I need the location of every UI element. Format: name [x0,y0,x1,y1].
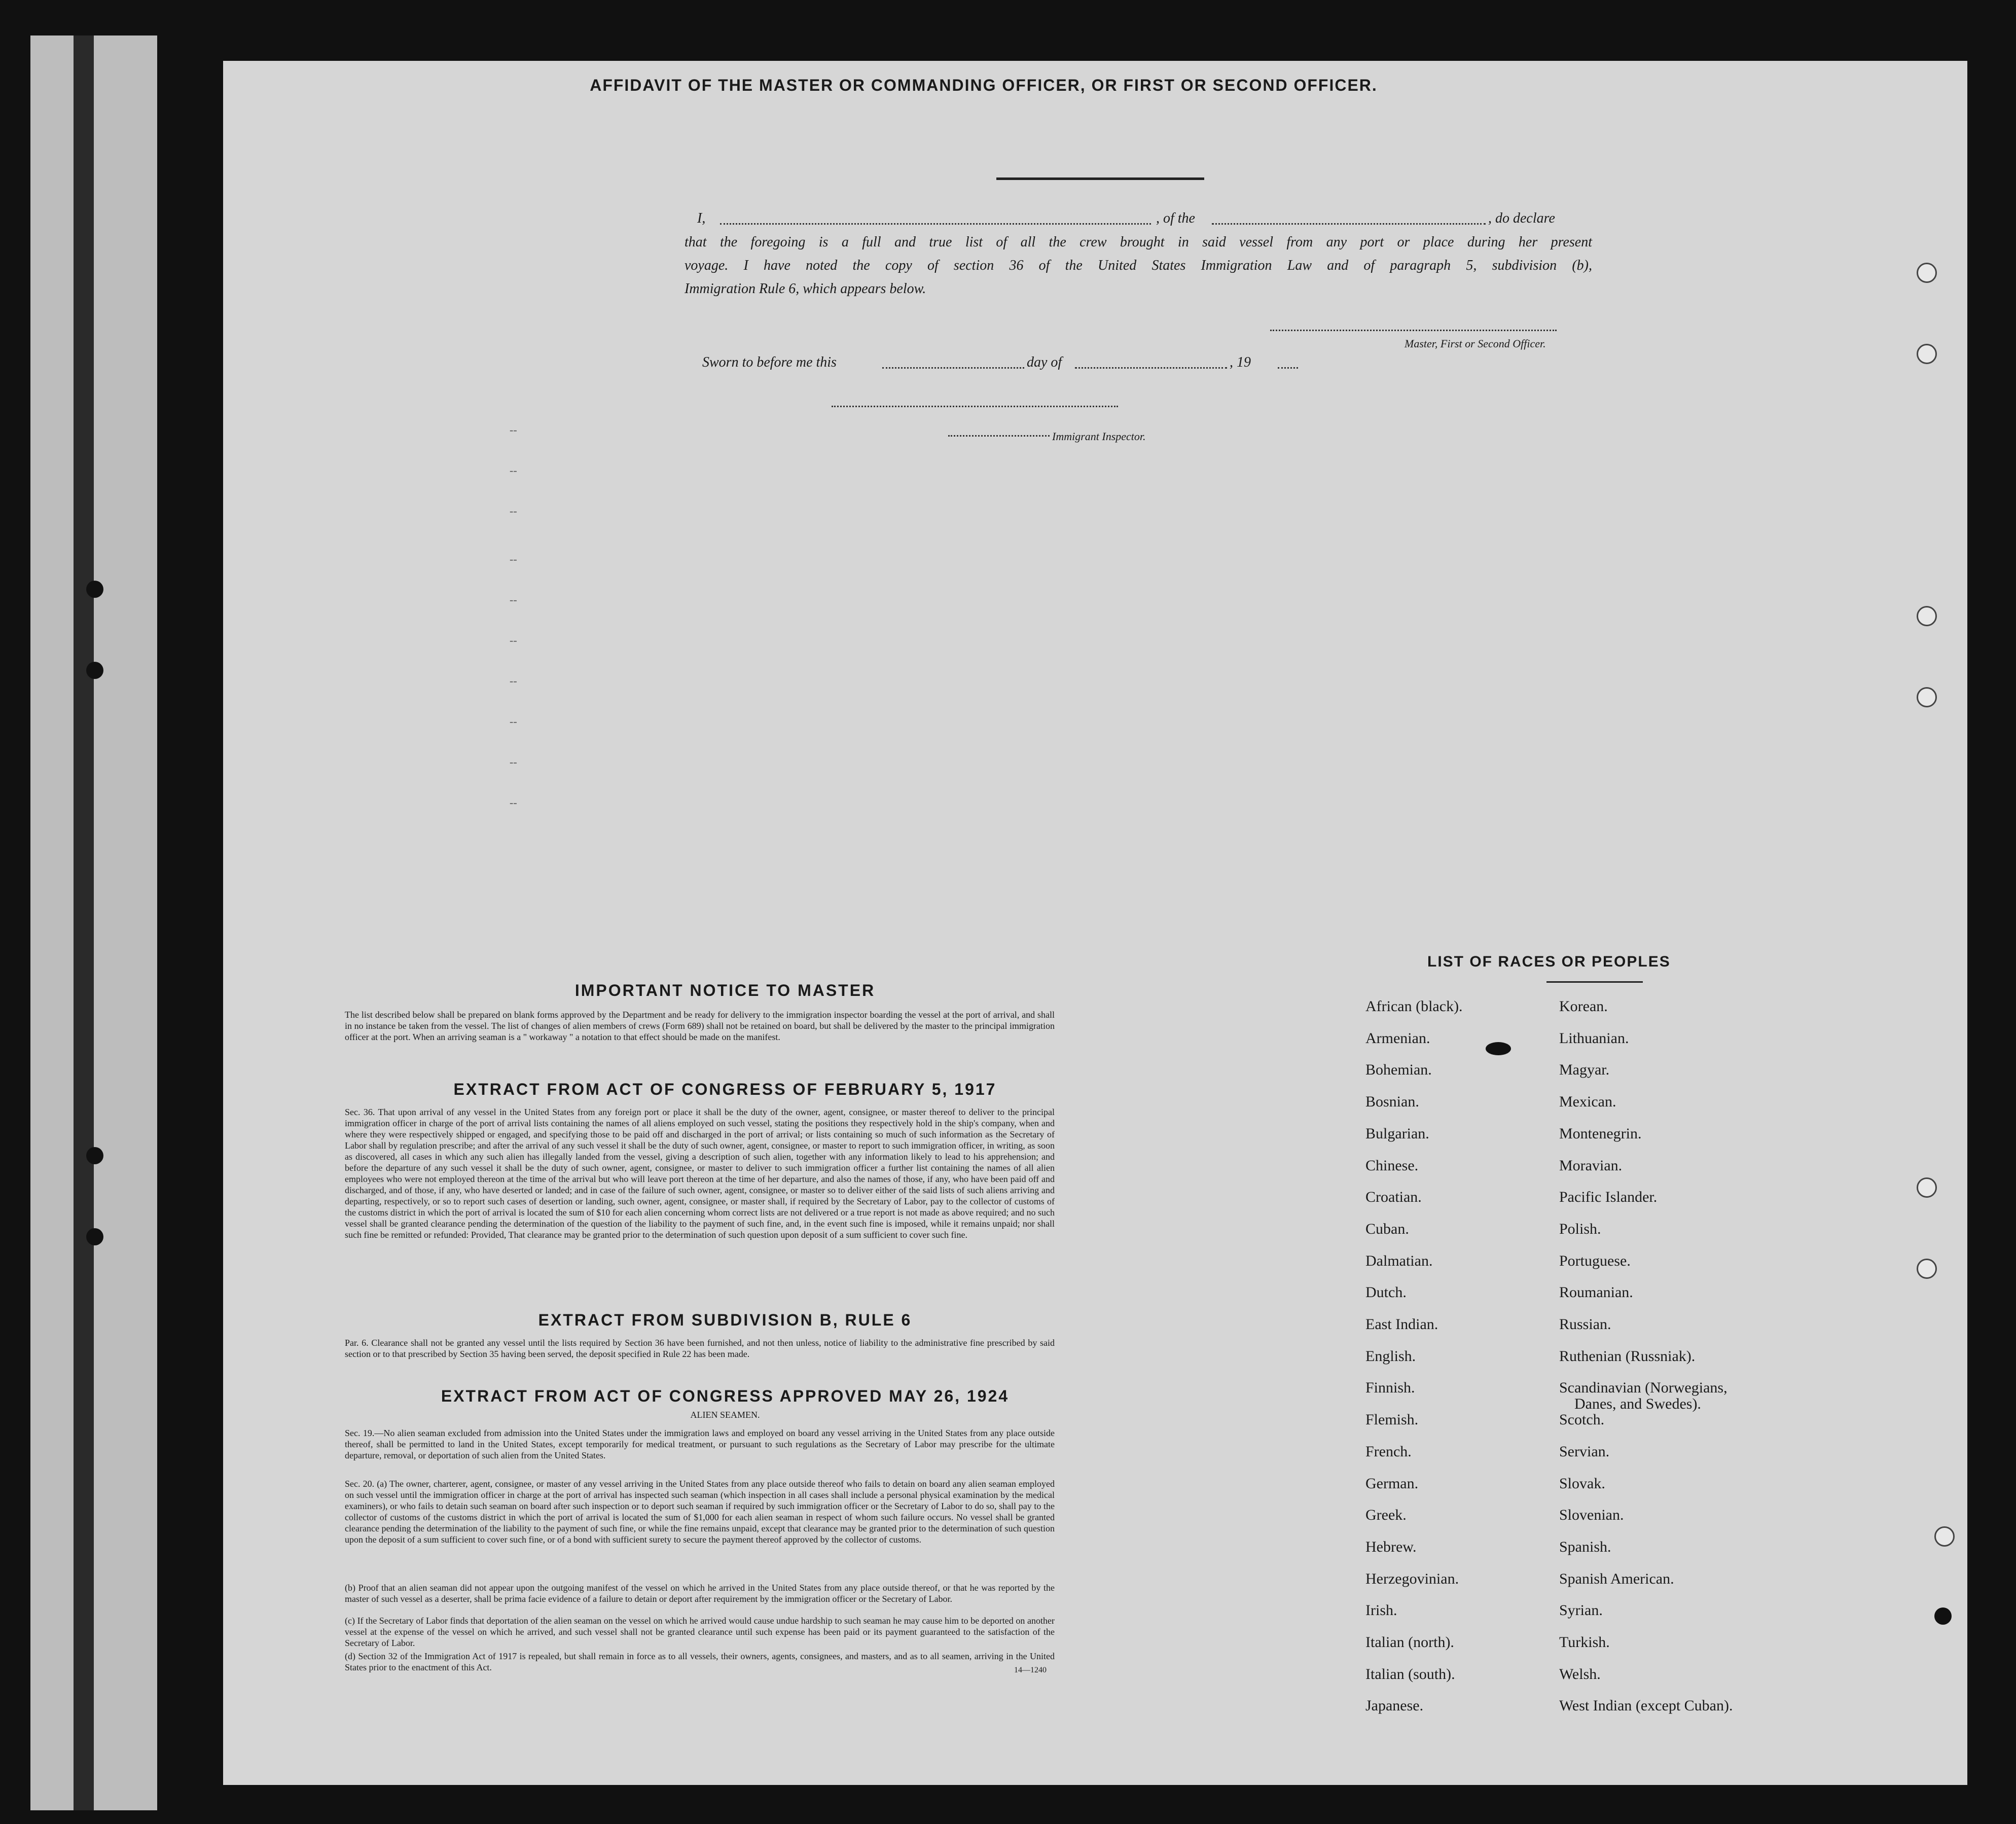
master-signature-line [1270,330,1557,331]
race-item: Korean. [1559,998,1608,1015]
sworn-a: Sworn to before me this [702,354,837,370]
race-item: Spanish. [1559,1538,1611,1555]
race-item: Roumanian. [1559,1284,1633,1301]
punch-hole [1934,1526,1955,1547]
races-title: LIST OF RACES OR PEOPLES [1427,953,1671,970]
binding-hole [86,1228,103,1245]
inspector-label: Immigrant Inspector. [1052,430,1146,443]
ink-blot [1486,1042,1511,1055]
affidavit-line1-c: , do declare [1488,210,1555,226]
race-item: Slovak. [1559,1475,1605,1492]
affidavit-title: AFFIDAVIT OF THE MASTER OR COMMANDING OFFICER, OR FIRST OR SECOND OFFICER. [590,76,1378,94]
sworn-c: , 19 [1230,354,1251,370]
binding-strip [74,35,94,1810]
race-item: Pacific Islander. [1559,1189,1658,1206]
extract-1924-sec20a: Sec. 20. (a) The owner, charterer, agent, consignee, or master of any vessel arriving in the United States from any place outside thereof who fails to detain on board any alien seaman employed on such vessel until the immigration officer in charge at the port of arrival has inspected such seaman (which inspection in all cases shall include a personal physical examination by the medical examiners), or who fails to detain such seaman on board after such inspection or to deport such seaman if required by such immigration officer or the Secretary of Labor to do so, shall pay to the collector of customs of the customs district in which the port of arrival is located the sum of $1,000 for each alien seaman in respect of whom such failure occurs. No vessel shall be granted clearance pending the determination of the liability to the payment of such fine, or while the fine remains unpaid, except that clearance may be granted prior to the determination of such question upon the deposit of a sum sufficient to cover such fine, or of a bond with sufficient surety to secure the payment thereof approved by the collector of customs. [345,1479,1055,1545]
sworn-b: day of [1027,354,1062,370]
race-item: Syrian. [1559,1602,1603,1619]
race-item: Herzegovinian. [1365,1570,1459,1587]
extract-1924-sec20c: (c) If the Secretary of Labor finds that deportation of the alien seaman on the vessel on which he arrived would cause undue hardship to such seaman he may cause him to be deported on another vessel at the expense of the vessel on which he arrived, and such vessel shall not be granted clearance until such expense has been paid or its payment guaranteed to the satisfaction of the Secretary of Labor. [345,1616,1055,1648]
race-item: Dutch. [1365,1284,1407,1301]
race-item: Lithuanian. [1559,1029,1629,1047]
race-item: Greek. [1365,1507,1407,1524]
race-item: Spanish American. [1559,1570,1674,1587]
form-number: 14—1240 [1014,1666,1047,1674]
extract-1924-sec20d: (d) Section 32 of the Immigration Act of 1917 is repealed, but shall remain in force as to all vessels, their owners, agents, consignees, and masters, and as to all seamen, arriving in the United States prior to the enactment of this Act. [345,1651,1055,1672]
vessel-blank [1212,223,1486,225]
affidavit-line2: that the foregoing is a full and true list of all the crew brought in said vessel from any port or place during her present [685,234,1592,250]
binding-edge [30,35,157,1810]
inspector-name-line [948,435,1050,437]
race-item: Hebrew. [1365,1538,1417,1555]
race-item: Bulgarian. [1365,1125,1429,1142]
day-blank [882,367,1024,369]
master-label: Master, First or Second Officer. [1405,337,1546,350]
extract-1924-subtitle: ALIEN SEAMEN. [690,1410,760,1420]
race-item: Montenegrin. [1559,1125,1642,1142]
race-item: Dalmatian. [1365,1252,1433,1269]
race-item: Welsh. [1559,1665,1601,1683]
punch-hole [1917,1177,1937,1198]
race-item: Irish. [1365,1602,1397,1619]
month-blank [1075,367,1227,369]
extract-1917-text: Sec. 36. That upon arrival of any vessel in the United States from any foreign port or place it shall be the duty of the owner, agent, consignee, or master thereof to deliver to the principal immigration officer in charge of the port of arrival lists containing the names of all aliens employed on such vessel, stating the positions they respectively hold in the ship's company, when and where they were respectively shipped or engaged, and specifying those to be paid off and discharged in the port of arrival; or lists containing so much of such information as the Secretary of Labor shall by regulation prescribe; and after the arrival of any such vessel it shall be the duty of such owner, agent, consignee, or master to report to such immigration officer, in writing, as soon as discovered, all cases in which any such alien has illegally landed from the vessel, giving a description of such alien, together with any information likely to lead to his apprehension; and before the departure of any such vessel it shall be the duty of such owner, agent, consignee, or master to deliver to such immigration officer a further list containing the names of all alien employees who were not employed thereon at the time of the arrival but who will leave port thereon at the time of her departure, and also the names of those, if any, who have been paid off and discharged, and of those, if any, who have deserted or landed; and in case of the failure of such owner, agent, consignee, or master so to deliver either of the said lists of such aliens arriving and departing, respectively, or so to report such cases of desertion or landing, such owner, agent, consignee, or master shall, if required by the Secretary of Labor, pay to the collector of customs of the customs district in which the port of arrival is located the sum of $10 for each alien concerning whom correct lists are not delivered or a true report is not made as above required; and no such vessel shall be granted clearance pending the determination of the question of the liability to the payment of such fine, and, in the event such fine is imposed, while it remains unpaid; nor shall such fine be remitted or refunded: Provided, That clearance may be granted prior to the determination of such question upon deposit of a sum sufficient to cover such fine. [345,1107,1055,1240]
race-item: Italian (south). [1365,1665,1455,1683]
bleed-mark: -- [510,593,517,606]
binding-hole [86,581,103,598]
races-title-rule [1546,981,1643,983]
race-item: Cuban. [1365,1220,1409,1237]
race-item: Moravian. [1559,1157,1623,1174]
race-item: Chinese. [1365,1157,1419,1174]
punch-hole [1917,344,1937,364]
race-item: Bohemian. [1365,1061,1432,1079]
race-item: Croatian. [1365,1189,1422,1206]
race-item: Portuguese. [1559,1252,1631,1269]
subdivision-b-title: EXTRACT FROM SUBDIVISION B, RULE 6 [538,1311,912,1329]
inspector-signature-line [832,406,1118,407]
notice-title: IMPORTANT NOTICE TO MASTER [574,981,876,999]
punch-hole [1917,687,1937,707]
race-item: Polish. [1559,1220,1601,1237]
extract-1924-sec19: Sec. 19.—No alien seaman excluded from admission into the United States under the immigration laws and employed on board any vessel arriving in the United States from any place outside thereof, shall be permitted to land in the United States, except temporarily for medical treatment, or pursuant to such regulations as the Secretary of Labor may prescribe for the ultimate departure, removal, or deportation of such alien from the United States. [345,1428,1055,1460]
year-blank [1278,367,1298,369]
race-item: Flemish. [1365,1411,1419,1428]
race-item: Finnish. [1365,1379,1415,1397]
race-item: Russian. [1559,1316,1611,1333]
race-item: German. [1365,1475,1419,1492]
race-item: Servian. [1559,1443,1610,1460]
extract-1924-title: EXTRACT FROM ACT OF CONGRESS APPROVED MAY 26, 1924 [441,1387,1010,1405]
name-blank [720,223,1151,225]
race-item: Scotch. [1559,1411,1605,1428]
race-item: African (black). [1365,998,1463,1015]
race-item: Ruthenian (Russniak). [1559,1347,1696,1365]
race-item: East Indian. [1365,1316,1438,1333]
punch-hole [1917,606,1937,626]
punch-hole [1934,1607,1952,1625]
bleed-mark: -- [510,423,517,436]
race-item: Magyar. [1559,1061,1610,1079]
race-item: Armenian. [1365,1029,1430,1047]
bleed-mark: -- [510,715,517,728]
bleed-mark: -- [510,674,517,687]
bleed-mark: -- [510,796,517,809]
race-item: Danes, and Swedes). [1574,1396,1701,1413]
bleed-mark: -- [510,634,517,647]
race-item: West Indian (except Cuban). [1559,1697,1733,1714]
race-item: Scandinavian (Norwegians, [1559,1379,1727,1397]
race-item: English. [1365,1347,1416,1365]
race-item: French. [1365,1443,1412,1460]
race-item: Turkish. [1559,1634,1610,1651]
race-item: Slovenian. [1559,1507,1624,1524]
affidavit-line3: voyage. I have noted the copy of section 36 of the United States Immigration Law and of paragraph 5, subdivision (b), [685,258,1592,273]
punch-hole [1917,263,1937,283]
binding-hole [86,1147,103,1164]
extract-1924-sec20b: (b) Proof that an alien seaman did not appear upon the outgoing manifest of the vessel on which he arrived in the United States from any place outside thereof, or that he was reported by the master of such vessel as a deserter, shall be prima facie evidence of a failure to detain or deport after requirement by the immigration officer or the Secretary of Labor. [345,1583,1055,1604]
race-item: Mexican. [1559,1093,1616,1111]
notice-text: The list described below shall be prepared on blank forms approved by the Department and be ready for delivery to the immigration inspector boarding the vessel at the port of arrival, and shall in no instance be taken from the vessel. The list of changes of alien members of crews (Form 689) shall not be retained on board, but shall be delivered by the master to the principal immigration officer at the port. When an arriving seaman is a " workaway " a notation to that effect should be made on the manifest. [345,1010,1055,1042]
affidavit-line1-a: I, [697,210,706,226]
subdivision-b-text: Par. 6. Clearance shall not be granted any vessel until the lists required by Section 36 have been furnished, and not then unless, notice of liability to the administrative fine prescribed by said section or to that prescribed by Section 35 having been served, the deposit specified in Rule 22 has been made. [345,1338,1055,1359]
race-item: Italian (north). [1365,1634,1454,1651]
title-rule [996,177,1204,180]
binding-hole [86,662,103,679]
punch-hole [1917,1259,1937,1279]
bleed-mark: -- [510,756,517,768]
race-item: Japanese. [1365,1697,1424,1714]
bleed-mark: -- [510,553,517,565]
affidavit-line1-b: , of the [1156,210,1195,226]
race-item: Bosnian. [1365,1093,1419,1111]
bleed-mark: -- [510,464,517,477]
affidavit-line4: Immigration Rule 6, which appears below. [685,281,926,297]
bleed-mark: -- [510,505,517,517]
extract-1917-title: EXTRACT FROM ACT OF CONGRESS OF FEBRUARY 5, 1917 [453,1080,997,1098]
